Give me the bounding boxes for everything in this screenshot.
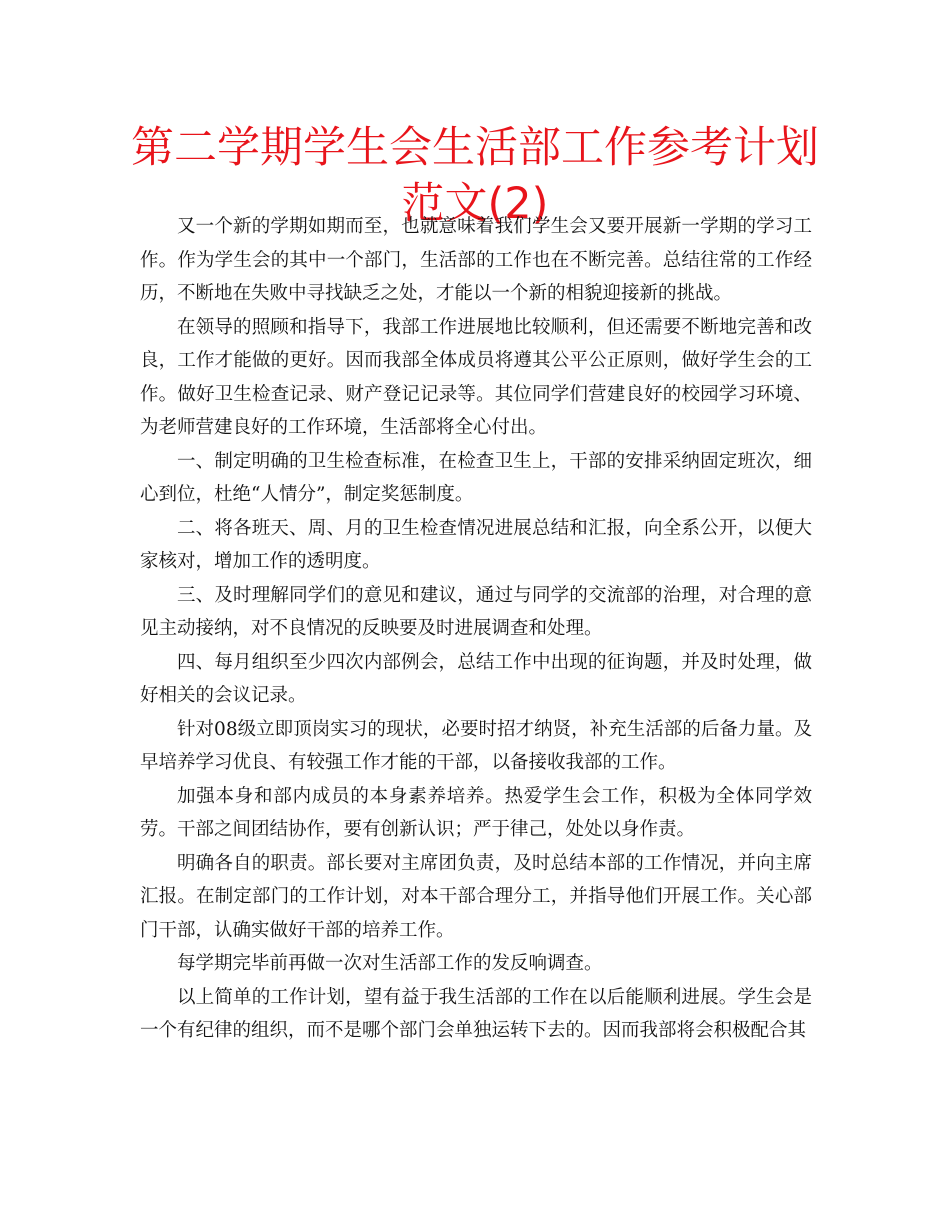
paragraph-8: 加强本身和部内成员的本身素养培养。热爱学生会工作，积极为全体同学效劳。干部之间团结协作，要有创新认识；严于律己，处处以身作责。 — [140, 785, 812, 840]
paragraph-6: 四、每月组织至少四次内部例会，总结工作中出现的征询题，并及时处理，做好相关的会议记录。 — [140, 651, 812, 706]
document-body — [140, 210, 812, 1048]
paragraph-10: 每学期完毕前再做一次对生活部工作的发反响调查。 — [177, 953, 603, 974]
paragraph-2: 在领导的照顾和指导下，我部工作进展地比较顺利，但还需要不断地完善和改良，工作才能做的更好。因而我部全体成员将遵其公平公正原则，做好学生会的工作。做好卫生检查记录、财产登记记录等。其位同学们营建良好的校园学习环境、为老师营建良好的工作环境，生活部将全心付出。 — [140, 316, 812, 438]
paragraph-4: 二、将各班天、周、月的卫生检查情况进展总结和汇报，向全系公开，以便大家核对，增加工作的透明度。 — [140, 517, 812, 572]
paragraph-11: 以上简单的工作计划，望有益于我生活部的工作在以后能顺利进展。学生会是一个有纪律的组织，而不是哪个部门会单独运转下去的。因而我部将会积极配合其 — [140, 986, 812, 1041]
paragraph-5: 三、及时理解同学们的意见和建议，通过与同学的交流部的治理，对合理的意见主动接纳，对不良情况的反映要及时进展调查和处理。 — [140, 584, 812, 639]
document-title: 第二学期学生会生活部工作参考计划范文(2) — [131, 123, 819, 229]
paragraph-9: 明确各自的职责。部长要对主席团负责，及时总结本部的工作情况，并向主席汇报。在制定部门的工作计划，对本干部合理分工，并指导他们开展工作。关心部门干部，认确实做好干部的培养工作。 — [140, 852, 812, 941]
paragraph-1: 又一个新的学期如期而至，也就意味着我们学生会又要开展新一学期的学习工作。作为学生会的其中一个部门，生活部的工作也在不断完善。总结往常的工作经历，不断地在失败中寻找缺乏之处，才能以一个新的相貌迎接新的挑战。 — [140, 216, 812, 304]
paragraph-7: 针对08级立即顶岗实习的现状，必要时招才纳贤，补充生活部的后备力量。及早培养学习优良、有较强工作才能的干部，以备接收我部的工作。 — [140, 718, 812, 773]
paragraph-3: 一、制定明确的卫生检查标准，在检查卫生上，干部的安排采纳固定班次，细心到位，杜绝“人情分”，制定奖惩制度。 — [140, 450, 812, 505]
